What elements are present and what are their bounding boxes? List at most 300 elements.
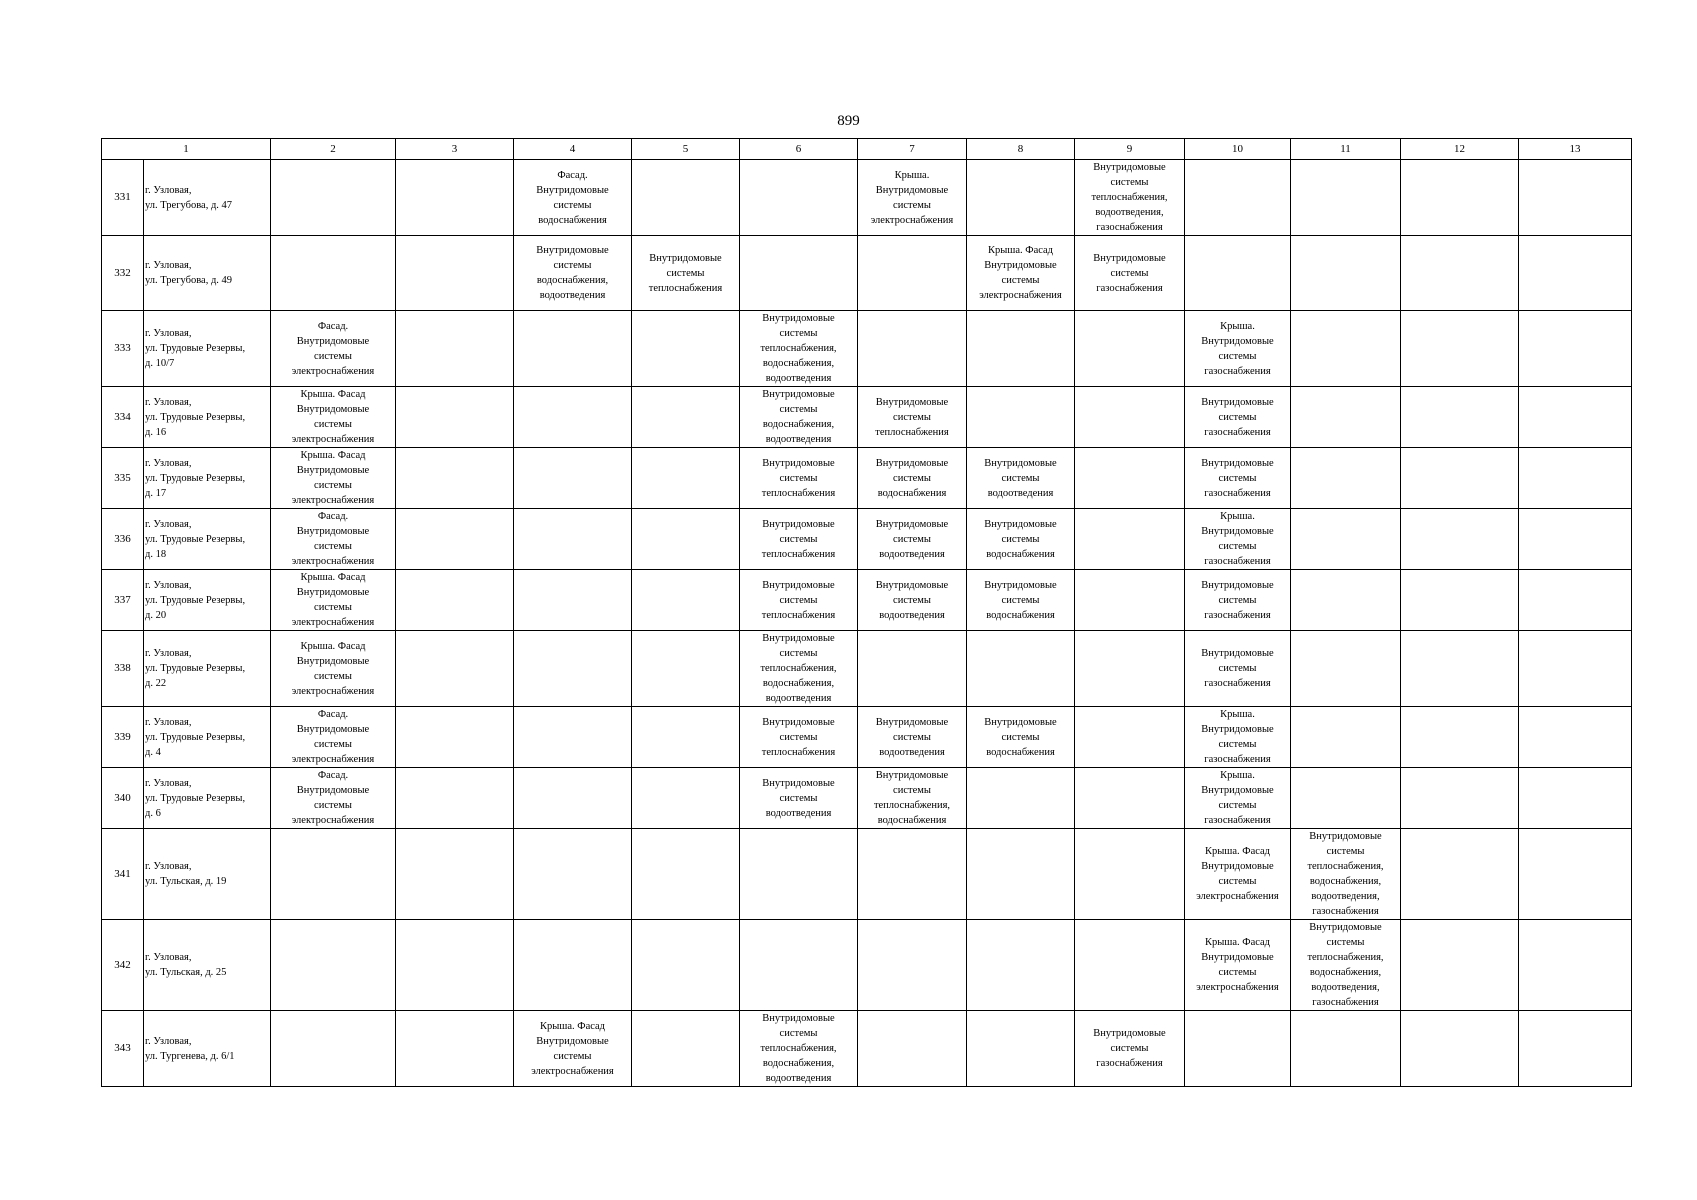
work-cell-col-9: [1075, 311, 1185, 387]
cell-text-line: Внутридомовые: [296, 724, 370, 735]
cell-text-line: Внутридомовые: [1201, 335, 1274, 347]
cell-text-line: водоотведения: [765, 373, 832, 384]
work-cell-col-2: [271, 920, 396, 1011]
cell-text-line: системы: [1001, 472, 1040, 484]
cell-text-line: системы: [893, 594, 931, 606]
cell-text-line: теплоснабжения,: [1307, 861, 1384, 872]
cell-text-line: электроснабжения: [291, 434, 375, 445]
cell-text-line: системы: [779, 404, 818, 415]
cell-text-line: г. Узловая,: [145, 952, 192, 963]
cell-text-line: теплоснабжения: [875, 426, 949, 438]
work-cell-col-7: [858, 448, 967, 509]
work-cell-col-7: [858, 1011, 967, 1087]
row-number: 333: [102, 311, 144, 387]
work-cell-col-13: [1519, 920, 1632, 1011]
work-cell-col-13: [1519, 311, 1632, 387]
address-cell: [144, 768, 271, 829]
work-cell-col-8: [967, 707, 1075, 768]
cell-text-line: Внутридомовые: [649, 252, 722, 264]
cell-text-line: г. Узловая,: [145, 184, 192, 196]
work-cell-col-7: [858, 707, 967, 768]
cell-text-line: системы: [893, 472, 931, 484]
work-cell-col-9: [1075, 570, 1185, 631]
work-cell-col-7: [858, 768, 967, 829]
row-number: 343: [102, 1011, 144, 1087]
cell-text-line: г. Узловая,: [145, 260, 192, 271]
cell-text-line: Крыша.: [1220, 511, 1255, 522]
table-row: [102, 707, 1632, 768]
table-row: [102, 570, 1632, 631]
cell-text-line: электроснабжения: [291, 685, 375, 697]
work-cell-col-8: [967, 236, 1075, 311]
table-row: [102, 829, 1632, 920]
row-number: 341: [102, 829, 144, 920]
work-cell-col-7: [858, 570, 967, 631]
work-cell-col-9: [1075, 768, 1185, 829]
row-number: 339: [102, 707, 144, 768]
cell-text-line: теплоснабжения,: [760, 663, 837, 674]
work-cell-col-6: [740, 448, 858, 509]
cell-text-line: системы: [1001, 533, 1040, 545]
work-cell-col-4: [514, 768, 632, 829]
cell-text-line: Внутридомовые: [875, 716, 949, 728]
work-cell-col-6: [740, 387, 858, 448]
cell-text-line: водоотведения: [879, 548, 945, 560]
work-cell-col-6: [740, 570, 858, 631]
cell-text-line: водоотведения: [539, 290, 606, 301]
work-cell-col-6: [740, 236, 858, 311]
cell-text-line: Внутридомовые: [984, 457, 1057, 469]
cell-text-line: системы: [779, 1028, 818, 1039]
address-cell: [144, 829, 271, 920]
cell-text-line: Внутридомовые: [762, 633, 835, 644]
work-cell-col-3: [396, 631, 514, 707]
work-cell-col-3: [396, 768, 514, 829]
cell-text-line: теплоснабжения,: [873, 800, 951, 811]
cell-text-line: ул. Трудовые Резервы,: [145, 594, 246, 606]
work-cell-col-7: [858, 920, 967, 1011]
cell-text-line: системы: [893, 731, 931, 743]
row-number: 334: [102, 387, 144, 448]
cell-text-line: системы: [1110, 1043, 1149, 1054]
cell-text-line: системы: [779, 328, 818, 339]
cell-text-line: водоснабжения,: [762, 678, 835, 689]
cell-text-line: системы: [314, 602, 352, 613]
work-cell-col-5: [632, 920, 740, 1011]
cell-text-line: Внутридомовые: [296, 785, 370, 796]
cell-text-line: г. Узловая,: [145, 396, 192, 408]
cell-text-line: водоснабжения,: [1309, 967, 1382, 978]
work-cell-col-9: [1075, 160, 1185, 236]
cell-text-line: системы: [893, 199, 931, 211]
work-cell-col-2: [271, 631, 396, 707]
work-cell-col-10: [1185, 236, 1291, 311]
cell-text-line: ул. Трудовые Резервы,: [145, 472, 246, 484]
work-cell-col-10: [1185, 920, 1291, 1011]
cell-text-line: Внутридомовые: [875, 518, 949, 530]
work-cell-col-6: [740, 160, 858, 236]
cell-text-line: Внутридомовые: [875, 770, 949, 781]
cell-text-line: системы: [1001, 594, 1040, 606]
cell-text-line: электроснабжения: [531, 1065, 614, 1077]
cell-text-line: ул. Тургенева, д. 6/1: [145, 1050, 235, 1062]
column-header-2: 2: [271, 139, 396, 160]
address-cell: [144, 509, 271, 570]
row-number: 331: [102, 160, 144, 236]
work-cell-col-5: [632, 387, 740, 448]
work-cell-col-12: [1401, 768, 1519, 829]
cell-text-line: водоснабжения,: [762, 419, 835, 430]
work-cell-col-5: [632, 631, 740, 707]
work-cell-col-10: [1185, 160, 1291, 236]
row-number: 337: [102, 570, 144, 631]
work-cell-col-12: [1401, 920, 1519, 1011]
cell-text-line: электроснабжения: [979, 290, 1062, 301]
work-cell-col-13: [1519, 387, 1632, 448]
work-cell-col-2: [271, 570, 396, 631]
work-cell-col-2: [271, 768, 396, 829]
work-cell-col-4: [514, 160, 632, 236]
work-cell-col-2: [271, 311, 396, 387]
work-cell-col-5: [632, 509, 740, 570]
cell-text-line: водоотведения,: [1311, 982, 1380, 993]
work-cell-col-4: [514, 387, 632, 448]
cell-text-line: водоотведения: [879, 746, 945, 758]
work-cell-col-2: [271, 448, 396, 509]
column-header-1: 1: [102, 139, 271, 160]
cell-text-line: г. Узловая,: [145, 648, 192, 659]
cell-text-line: водоснабжения: [986, 746, 1055, 758]
work-cell-col-8: [967, 631, 1075, 707]
cell-text-line: Внутридомовые: [984, 260, 1057, 271]
cell-text-line: ул. Трудовые Резервы,: [145, 343, 246, 354]
work-cell-col-13: [1519, 707, 1632, 768]
cell-text-line: Крыша. Фасад: [987, 245, 1054, 256]
work-cell-col-2: [271, 160, 396, 236]
work-cell-col-4: [514, 311, 632, 387]
cell-text-line: Внутридомовые: [1201, 526, 1274, 537]
work-cell-col-5: [632, 448, 740, 509]
cell-text-line: Внутридомовые: [875, 457, 949, 469]
address-cell: [144, 387, 271, 448]
cell-text-line: системы: [314, 800, 352, 811]
work-cell-col-10: [1185, 707, 1291, 768]
table-row: [102, 509, 1632, 570]
column-header-10: 10: [1185, 139, 1291, 160]
work-cell-col-2: [271, 1011, 396, 1087]
row-number: 332: [102, 236, 144, 311]
cell-text-line: водоснабжения: [986, 609, 1055, 621]
work-cell-col-13: [1519, 631, 1632, 707]
work-cell-col-5: [632, 570, 740, 631]
cell-text-line: водоснабжения: [538, 214, 607, 226]
work-cell-col-3: [396, 1011, 514, 1087]
cell-text-line: Внутридомовые: [762, 777, 835, 789]
work-cell-col-11: [1291, 570, 1401, 631]
work-cell-col-4: [514, 448, 632, 509]
cell-text-line: водоотведения: [765, 1073, 832, 1084]
work-cell-col-9: [1075, 631, 1185, 707]
cell-text-line: ул. Трудовые Резервы,: [145, 663, 246, 674]
work-cell-col-12: [1401, 631, 1519, 707]
work-cell-col-7: [858, 829, 967, 920]
cell-text-line: электроснабжения: [291, 754, 375, 765]
work-cell-col-3: [396, 311, 514, 387]
work-cell-col-13: [1519, 160, 1632, 236]
cell-text-line: водоотведения: [765, 807, 832, 819]
cell-text-line: Внутридомовые: [762, 457, 835, 469]
cell-text-line: системы: [779, 648, 818, 659]
work-cell-col-7: [858, 509, 967, 570]
work-cell-col-6: [740, 768, 858, 829]
column-header-4: 4: [514, 139, 632, 160]
cell-text-line: водоотведения: [987, 487, 1054, 499]
repair-schedule-table: [101, 138, 1632, 1087]
cell-text-line: Внутридомовые: [1201, 648, 1274, 659]
work-cell-col-12: [1401, 387, 1519, 448]
cell-text-line: газоснабжения: [1312, 997, 1379, 1008]
cell-text-line: Крыша. Фасад: [539, 1020, 606, 1032]
work-cell-col-2: [271, 829, 396, 920]
cell-text-line: г. Узловая,: [145, 777, 192, 789]
work-cell-col-10: [1185, 631, 1291, 707]
cell-text-line: Внутридомовые: [984, 518, 1057, 530]
work-cell-col-9: [1075, 387, 1185, 448]
cell-text-line: Крыша. Фасад: [300, 640, 366, 652]
cell-text-line: Внутридомовые: [984, 716, 1057, 728]
cell-text-line: Внутридомовые: [875, 396, 949, 408]
column-header-8: 8: [967, 139, 1075, 160]
cell-text-line: Внутридомовые: [1201, 457, 1274, 469]
cell-text-line: водоснабжения,: [762, 1058, 835, 1069]
work-cell-col-11: [1291, 311, 1401, 387]
column-header-5: 5: [632, 139, 740, 160]
cell-text-line: Внутридомовые: [762, 1013, 835, 1024]
cell-text-line: Внутридомовые: [762, 313, 835, 324]
cell-text-line: теплоснабжения,: [760, 1043, 837, 1054]
table-row: [102, 448, 1632, 509]
cell-text-line: Внутридомовые: [1201, 952, 1274, 963]
work-cell-col-3: [396, 236, 514, 311]
cell-text-line: Внутридомовые: [296, 404, 370, 415]
address-cell: [144, 570, 271, 631]
row-number: 340: [102, 768, 144, 829]
address-cell: [144, 160, 271, 236]
cell-text-line: системы: [1218, 411, 1257, 423]
cell-text-line: водоснабжения: [986, 548, 1055, 560]
cell-text-line: водоснабжения,: [536, 275, 609, 286]
cell-text-line: системы: [1218, 350, 1257, 362]
cell-text-line: системы: [1110, 267, 1149, 279]
cell-text-line: системы: [893, 533, 931, 545]
cell-text-line: газоснабжения: [1204, 487, 1271, 499]
work-cell-col-13: [1519, 448, 1632, 509]
work-cell-col-4: [514, 631, 632, 707]
work-cell-col-13: [1519, 509, 1632, 570]
cell-text-line: Крыша.: [894, 169, 930, 181]
cell-text-line: системы: [314, 541, 352, 552]
cell-text-line: системы: [779, 472, 818, 484]
work-cell-col-5: [632, 1011, 740, 1087]
cell-text-line: водоснабжения: [877, 815, 947, 826]
cell-text-line: газоснабжения: [1312, 906, 1379, 917]
work-cell-col-10: [1185, 448, 1291, 509]
work-cell-col-6: [740, 829, 858, 920]
cell-text-line: Внутридомовые: [984, 579, 1057, 591]
cell-text-line: газоснабжения: [1204, 754, 1271, 765]
cell-text-line: Крыша. Фасад: [1204, 846, 1271, 857]
work-cell-col-2: [271, 387, 396, 448]
cell-text-line: Внутридомовые: [1093, 1028, 1166, 1039]
cell-text-line: газоснабжения: [1204, 678, 1271, 689]
work-cell-col-9: [1075, 1011, 1185, 1087]
table-row: [102, 387, 1632, 448]
cell-text-line: Внутридомовые: [1201, 579, 1274, 591]
cell-text-line: г. Узловая,: [145, 457, 192, 469]
work-cell-col-10: [1185, 509, 1291, 570]
work-cell-col-12: [1401, 829, 1519, 920]
cell-text-line: д. 6: [145, 807, 161, 819]
address-cell: [144, 707, 271, 768]
work-cell-col-7: [858, 311, 967, 387]
work-cell-col-10: [1185, 311, 1291, 387]
cell-text-line: Фасад.: [317, 320, 349, 332]
cell-text-line: ул. Трудовые Резервы,: [145, 792, 246, 804]
cell-text-line: г. Узловая,: [145, 579, 192, 591]
work-cell-col-11: [1291, 509, 1401, 570]
work-cell-col-3: [396, 920, 514, 1011]
cell-text-line: Внутридомовые: [1309, 831, 1382, 842]
work-cell-col-6: [740, 311, 858, 387]
cell-text-line: д. 10/7: [145, 358, 175, 369]
cell-text-line: электроснабжения: [1196, 982, 1279, 993]
cell-text-line: водоотведения: [879, 609, 945, 621]
work-cell-col-7: [858, 160, 967, 236]
work-cell-col-9: [1075, 920, 1185, 1011]
work-cell-col-10: [1185, 1011, 1291, 1087]
work-cell-col-10: [1185, 768, 1291, 829]
work-cell-col-3: [396, 707, 514, 768]
cell-text-line: газоснабжения: [1096, 222, 1163, 233]
work-cell-col-12: [1401, 448, 1519, 509]
cell-text-line: Внутридомовые: [1201, 861, 1274, 872]
work-cell-col-3: [396, 570, 514, 631]
cell-text-line: теплоснабжения: [761, 609, 836, 621]
row-number: 342: [102, 920, 144, 1011]
cell-text-line: теплоснабжения,: [760, 343, 837, 354]
cell-text-line: Крыша. Фасад: [1204, 937, 1271, 948]
cell-text-line: Крыша. Фасад: [300, 572, 366, 583]
cell-text-line: г. Узловая,: [145, 328, 192, 339]
cell-text-line: ул. Тульская, д. 19: [145, 876, 227, 887]
work-cell-col-9: [1075, 448, 1185, 509]
cell-text-line: водоснабжения: [877, 487, 947, 499]
cell-text-line: Внутридомовые: [296, 587, 370, 598]
work-cell-col-10: [1185, 570, 1291, 631]
table-row: [102, 160, 1632, 236]
cell-text-line: водоотведения,: [1095, 207, 1164, 218]
cell-text-line: теплоснабжения,: [1091, 192, 1168, 203]
cell-text-line: Внутридомовые: [1093, 162, 1166, 173]
work-cell-col-8: [967, 311, 1075, 387]
cell-text-line: д. 20: [145, 609, 167, 621]
cell-text-line: системы: [1326, 846, 1365, 857]
cell-text-line: системы: [666, 267, 705, 279]
work-cell-col-7: [858, 631, 967, 707]
column-header-12: 12: [1401, 139, 1519, 160]
cell-text-line: ул. Трудовые Резервы,: [145, 533, 246, 545]
work-cell-col-12: [1401, 160, 1519, 236]
work-cell-col-11: [1291, 707, 1401, 768]
work-cell-col-5: [632, 707, 740, 768]
work-cell-col-6: [740, 707, 858, 768]
cell-text-line: Внутридомовые: [875, 184, 949, 196]
cell-text-line: г. Узловая,: [145, 518, 192, 530]
work-cell-col-2: [271, 707, 396, 768]
cell-text-line: Внутридомовые: [536, 1035, 609, 1047]
cell-text-line: системы: [314, 670, 352, 682]
page-number: 899: [837, 113, 860, 129]
column-header-7: 7: [858, 139, 967, 160]
cell-text-line: ул. Тульская, д. 25: [145, 967, 227, 978]
work-cell-col-12: [1401, 236, 1519, 311]
cell-text-line: системы: [779, 533, 818, 545]
work-cell-col-8: [967, 920, 1075, 1011]
cell-text-line: д. 22: [145, 678, 167, 689]
work-cell-col-5: [632, 236, 740, 311]
work-cell-col-7: [858, 236, 967, 311]
cell-text-line: газоснабжения: [1096, 1058, 1163, 1069]
cell-text-line: Внутридомовые: [875, 579, 949, 591]
table-row: [102, 768, 1632, 829]
work-cell-col-3: [396, 160, 514, 236]
work-cell-col-5: [632, 311, 740, 387]
work-cell-col-4: [514, 236, 632, 311]
cell-text-line: Фасад.: [557, 169, 588, 181]
cell-text-line: системы: [779, 594, 818, 606]
work-cell-col-8: [967, 1011, 1075, 1087]
work-cell-col-6: [740, 920, 858, 1011]
cell-text-line: теплоснабжения,: [1307, 952, 1384, 963]
cell-text-line: теплоснабжения: [761, 487, 836, 499]
cell-text-line: Внутридомовые: [536, 184, 609, 196]
address-cell: [144, 448, 271, 509]
cell-text-line: г. Узловая,: [145, 861, 192, 872]
work-cell-col-3: [396, 448, 514, 509]
cell-text-line: Крыша. Фасад: [300, 389, 366, 400]
work-cell-col-2: [271, 509, 396, 570]
work-cell-col-2: [271, 236, 396, 311]
cell-text-line: электроснабжения: [291, 365, 375, 377]
cell-text-line: д. 4: [145, 746, 161, 758]
cell-text-line: Крыша.: [1220, 320, 1255, 332]
cell-text-line: д. 18: [145, 548, 167, 560]
work-cell-col-13: [1519, 829, 1632, 920]
work-cell-col-13: [1519, 570, 1632, 631]
cell-text-line: Внутридомовые: [1093, 252, 1166, 264]
work-cell-col-8: [967, 829, 1075, 920]
cell-text-line: системы: [553, 1050, 592, 1062]
cell-text-line: ул. Трудовые Резервы,: [145, 411, 246, 423]
work-cell-col-13: [1519, 768, 1632, 829]
cell-text-line: Фасад.: [317, 709, 349, 720]
cell-text-line: электроснабжения: [291, 617, 375, 628]
cell-text-line: системы: [893, 785, 931, 796]
cell-text-line: газоснабжения: [1204, 426, 1271, 438]
cell-text-line: системы: [1001, 275, 1040, 286]
work-cell-col-9: [1075, 509, 1185, 570]
work-cell-col-12: [1401, 1011, 1519, 1087]
